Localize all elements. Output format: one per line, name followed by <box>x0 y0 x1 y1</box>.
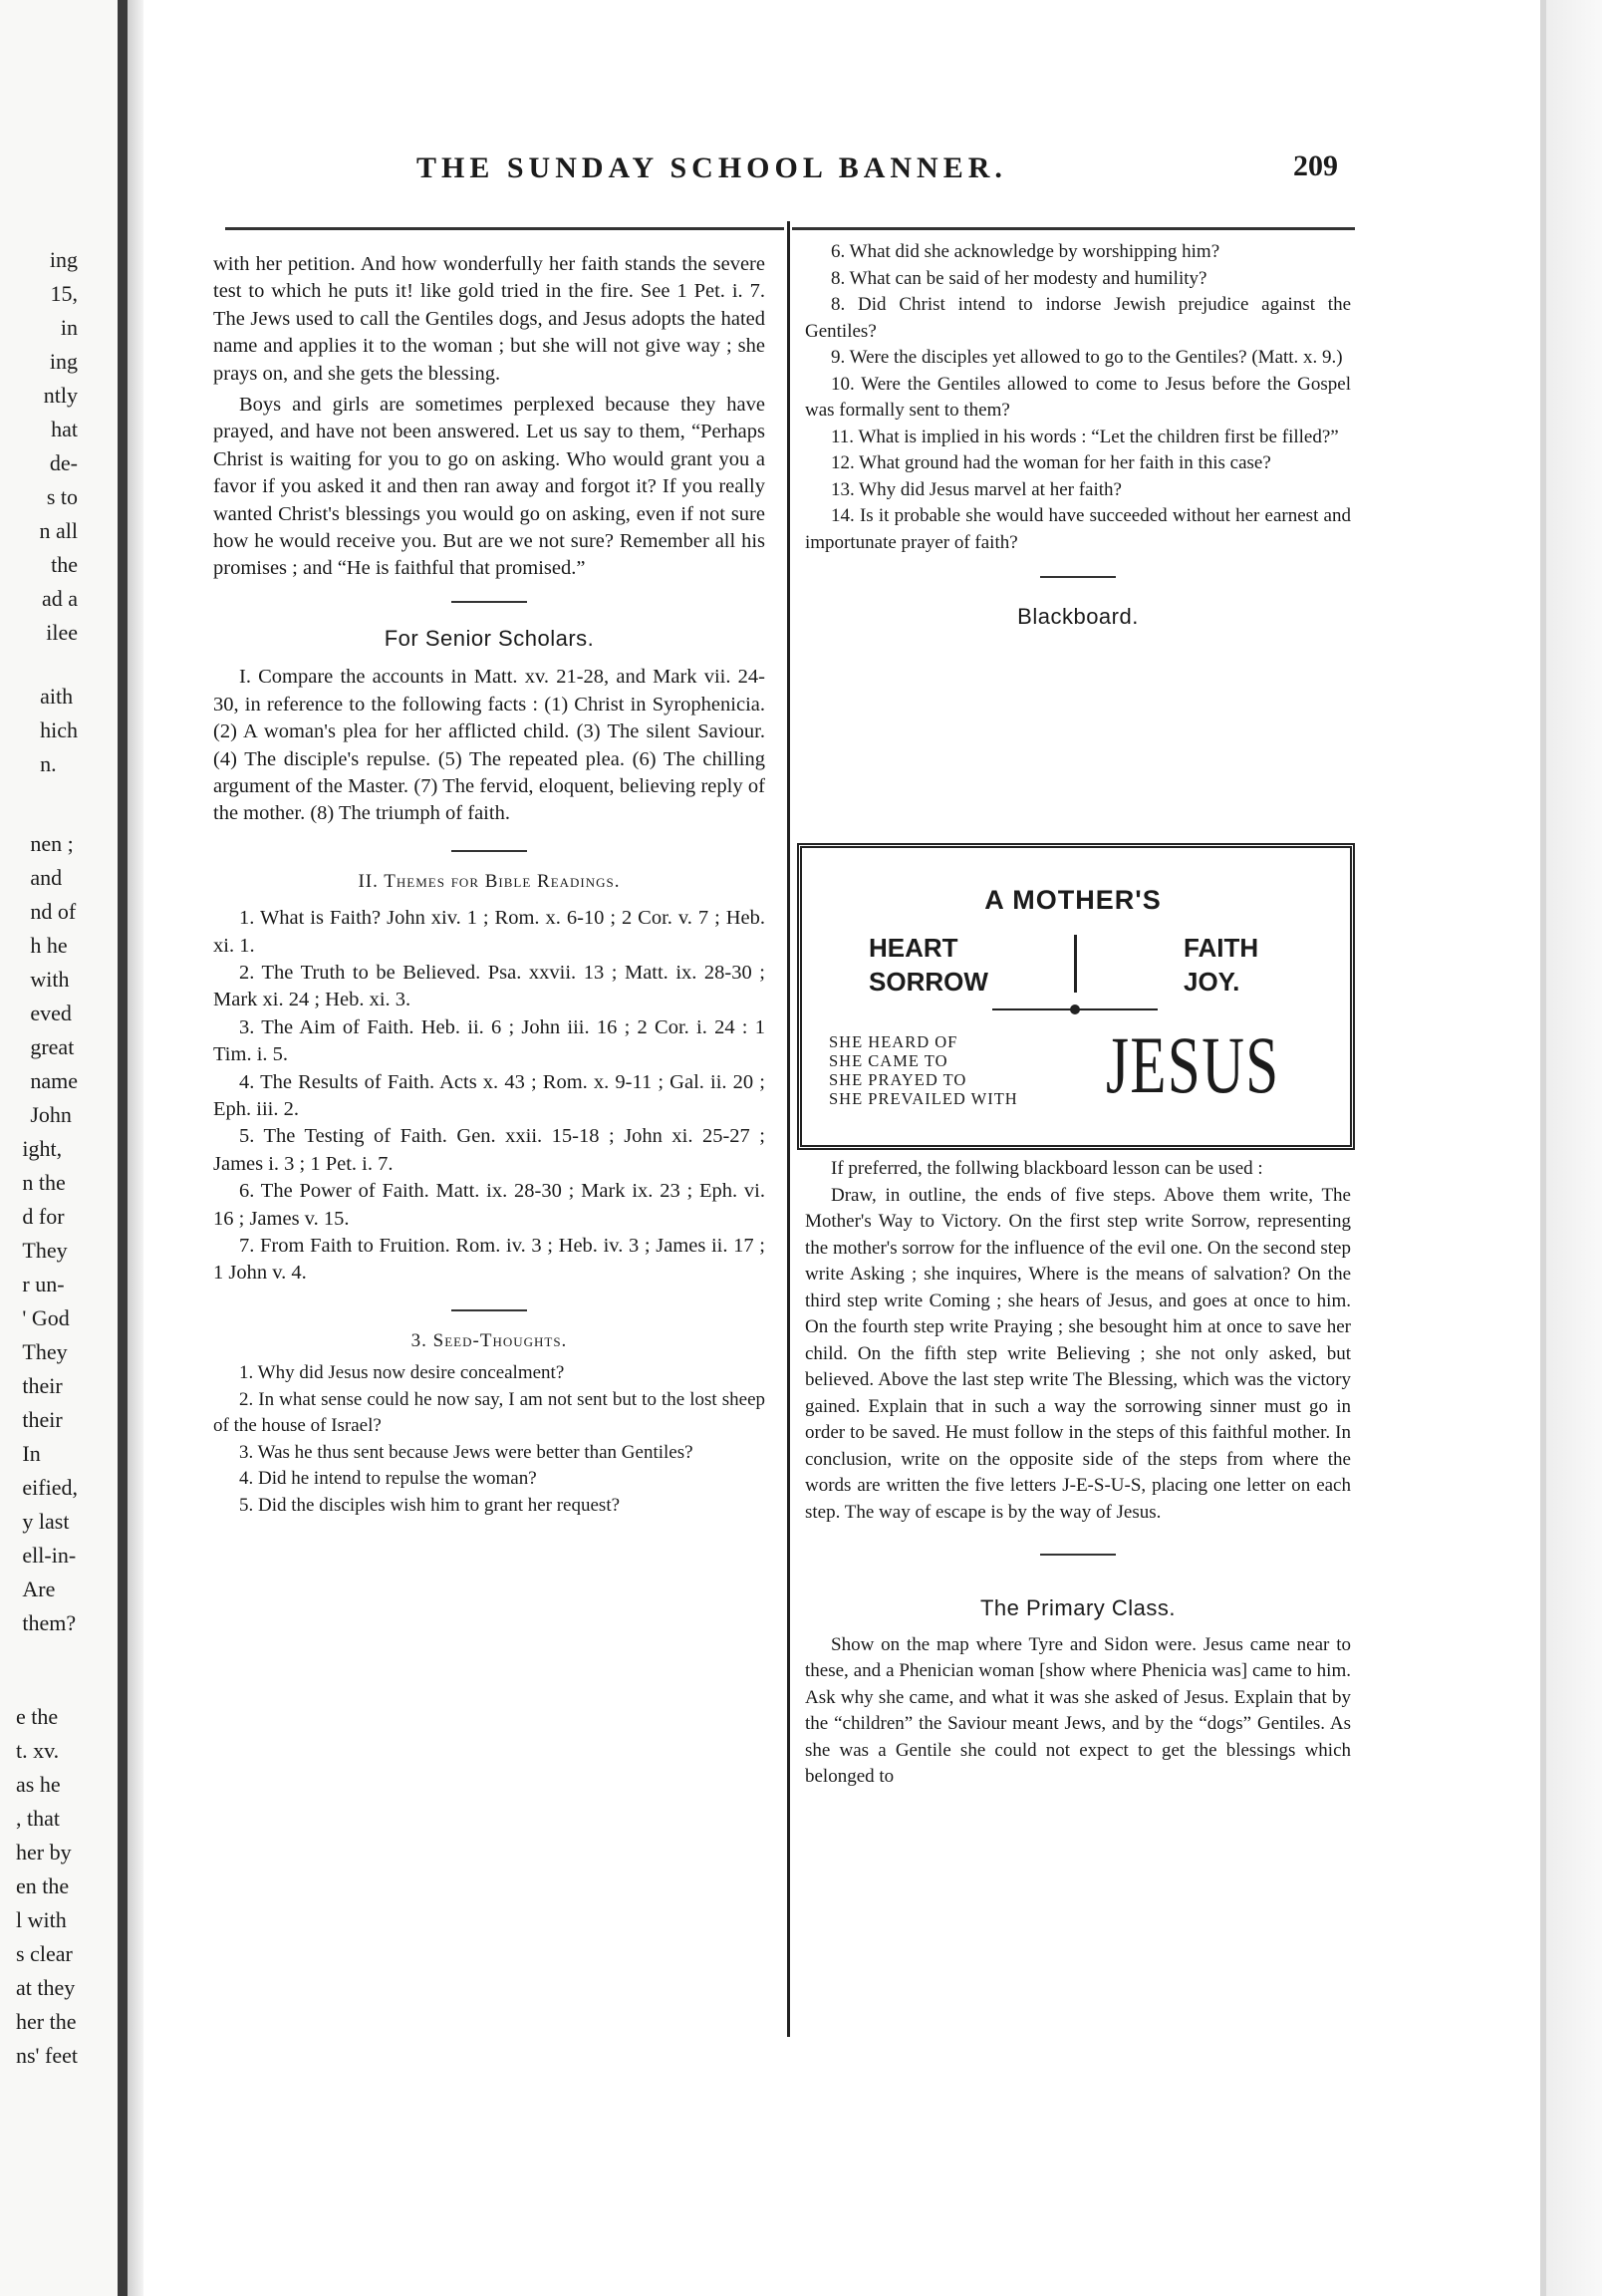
word-sorrow: SORROW <box>869 967 988 997</box>
word-joy: JOY. <box>1184 967 1240 997</box>
senior-scholars-heading: For Senior Scholars. <box>384 625 595 651</box>
section-rule <box>1040 576 1116 578</box>
fragment-group-2: aith hich n. <box>40 684 78 776</box>
intro-paragraph-1: with her petition. And how wonderfully her faith stands the severe test to which he puts it! like gold tried in the fire. See 1 Pet. i. 7. The Jews used to call the Gentiles dogs, and Jesus adopts the hated name and applies it to the woman ; but she will not give way ; she prays on, and she gets the blessing. <box>213 253 765 385</box>
question-item: 8. Did Christ intend to indorse Jewish prejudice against the Gentiles? <box>805 294 1351 342</box>
question-item: 10. Were the Gentiles allowed to come to Jesus before the Gospel was formally sent to them? <box>805 373 1351 421</box>
fragment-group-1: ing 15, in ing ntly hat de- s to n all the ad a ilee <box>39 247 78 645</box>
intro-paragraph-2: Boys and girls are sometimes perplexed because they have prayed, and have not been answered. Let us say to them, “Perhaps Christ is waiting for you to go on asking. Who would grant you a favor if you asked it and then ran away and forgot it? If you really wanted Christ's blessings you would go on asking, even if not sure how he would receive you. But are we not sure? Remember all his promises ; and “He is faithful that promised.” <box>213 394 765 580</box>
binding-gutter <box>118 0 128 2296</box>
theme-item: 2. The Truth to be Believed. Psa. xxvii. 13 ; Matt. ix. 28-30 ; Mark xi. 24 ; Heb. xi. 3. <box>213 961 765 1011</box>
divider-line <box>1074 935 1077 993</box>
blackboard-heading: Blackboard. <box>1017 604 1139 629</box>
seed-question: 1. Why did Jesus now desire concealment? <box>239 1362 565 1384</box>
blackboard-diagram <box>797 843 1349 1144</box>
right-column <box>805 239 1351 631</box>
question-item: 6. What did she acknowledge by worshipping him? <box>831 241 1220 262</box>
page-edge <box>1546 0 1602 2296</box>
line-came: SHE CAME TO <box>829 1051 948 1070</box>
senior-scholars-paragraph: I. Compare the accounts in Matt. xv. 21-28, and Mark vii. 24-30, in reference to the following facts : (1) Christ in Syrophenicia. (2) A woman's plea for her afflicted child. (3) The silent Saviour. (4) The disciple's repulse. (5) The repeated plea. (6) The chilling argument of the Master. (7) The fervid, eloquent, believing reply of the mother. (8) The triumph of faith. <box>213 666 765 825</box>
running-title: THE SUNDAY SCHOOL BANNER. <box>416 151 1007 184</box>
header-rule-left <box>225 227 784 230</box>
question-item: 13. Why did Jesus marvel at her faith? <box>831 478 1122 500</box>
line-heard: SHE HEARD OF <box>829 1032 958 1051</box>
adjacent-page-fragment <box>0 0 128 2296</box>
divider-dot <box>1070 1004 1080 1014</box>
section-rule <box>451 1309 527 1311</box>
primary-class-paragraph: Show on the map where Tyre and Sidon were. Jesus came near to these, and a Phenician woman [show where Phenicia was] came to him. Ask why she came, and what it was she asked of Jesus. Explain that by the “children” the Saviour meant Jews, and by the “dogs” Gentiles. As she was a Gentile she could not expect to get the blessings which belonged to <box>805 1633 1351 1787</box>
seed-thoughts-heading: 3. Seed-Thoughts. <box>410 1329 568 1351</box>
section-rule <box>451 601 527 603</box>
seed-question: 4. Did he intend to repulse the woman? <box>239 1468 537 1490</box>
right-column-lower <box>805 1156 1351 1791</box>
theme-item: 7. From Faith to Fruition. Rom. iv. 3 ; Heb. iv. 3 ; James ii. 17 ; 1 John v. 4. <box>213 1235 765 1285</box>
theme-item: 1. What is Faith? John xiv. 1 ; Rom. x. 6-10 ; 2 Cor. v. 7 ; Heb. xi. 1. <box>213 907 765 957</box>
seed-question: 2. In what sense could he now say, I am not sent but to the lost sheep of the house of Israel? <box>213 1388 765 1437</box>
seed-thoughts-list <box>213 1360 765 1519</box>
jesus-word: JESUS <box>1106 1019 1280 1110</box>
seed-question: 5. Did the disciples wish him to grant her request? <box>239 1494 621 1516</box>
section-rule <box>451 850 527 852</box>
theme-item: 3. The Aim of Faith. Heb. ii. 6 ; John iii. 16 ; 2 Cor. i. 24 : 1 Tim. i. 5. <box>213 1015 765 1066</box>
question-item: 8. What can be said of her modesty and humility? <box>831 267 1207 289</box>
themes-list <box>213 905 765 1288</box>
blackboard-intro: If preferred, the follwing blackboard lesson can be used : <box>831 1158 1263 1179</box>
fragment-group-3: nen ; and nd of h he with eved great name John <box>30 831 78 1127</box>
question-item: 14. Is it probable she would have succeeded without her earnest and importunate prayer of faith? <box>805 505 1351 553</box>
theme-item: 4. The Results of Faith. Acts x. 43 ; Rom. x. 9-11 ; Gal. ii. 20 ; Eph. iii. 2. <box>213 1070 765 1120</box>
question-item: 11. What is implied in his words : “Let the children first be filled?” <box>831 426 1339 447</box>
fragment-group-5: e the t. xv. as he , that her by en the l with s clear at they her the ns' feet <box>16 1704 78 2068</box>
line-prayed: SHE PRAYED TO <box>829 1070 967 1089</box>
section-rule <box>1040 1554 1116 1556</box>
line-prevailed: SHE PREVAILED WITH <box>829 1089 1018 1108</box>
word-faith: FAITH <box>1184 933 1259 963</box>
page-number: 209 <box>1293 149 1338 182</box>
binding-shadow <box>128 0 143 2296</box>
seed-question: 3. Was he thus sent because Jews were better than Gentiles? <box>239 1441 693 1463</box>
themes-heading: II. Themes for Bible Readings. <box>358 870 621 892</box>
theme-item: 5. The Testing of Faith. Gen. xxii. 15-18 ; John xi. 25-27 ; James i. 3 ; 1 Pet. i. 7. <box>213 1125 765 1175</box>
header-rule-right <box>792 227 1355 230</box>
blackboard-title: A MOTHER'S <box>984 885 1162 915</box>
column-divider <box>787 221 790 2037</box>
blackboard-instructions: Draw, in outline, the ends of five steps. Above them write, The Mother's Way to Victory. On the first step write Sorrow, representing the mother's sorrow for the influence of the evil one. On the second step write Asking ; she inquires, Where is the means of salvation? On the third step write Coming ; she hears of Jesus, and goes at once to him. On the fourth step write Praying ; she besought him at once to save her child. On the fifth step write Believing ; she not only asked, but believed. Above the last step write The Blessing, which was the victory gained. Explain that in such a way the sorrowing sinner must go in order to be saved. He must follow in the steps of this faithful mother. In conclusion, write on the opposite side of the steps from where the words are written the five letters J-E-S-U-S, placing one letter on each step. The way of escape is by the way of Jesus. <box>805 1184 1351 1523</box>
left-column <box>213 251 765 1519</box>
question-item: 9. Were the disciples yet allowed to go to the Gentiles? (Matt. x. 9.) <box>831 347 1343 368</box>
primary-class-heading: The Primary Class. <box>979 1595 1177 1620</box>
theme-item: 6. The Power of Faith. Matt. ix. 28-30 ; Mark ix. 23 ; Eph. vi. 16 ; James v. 15. <box>213 1180 765 1230</box>
fragment-group-4: ight, n the d for They r un- ' God They their their In eified, y last ell-in- Are them? <box>22 1136 78 1635</box>
question-item: 12. What ground had the woman for her faith in this case? <box>831 452 1271 473</box>
word-heart: HEART <box>869 933 958 963</box>
